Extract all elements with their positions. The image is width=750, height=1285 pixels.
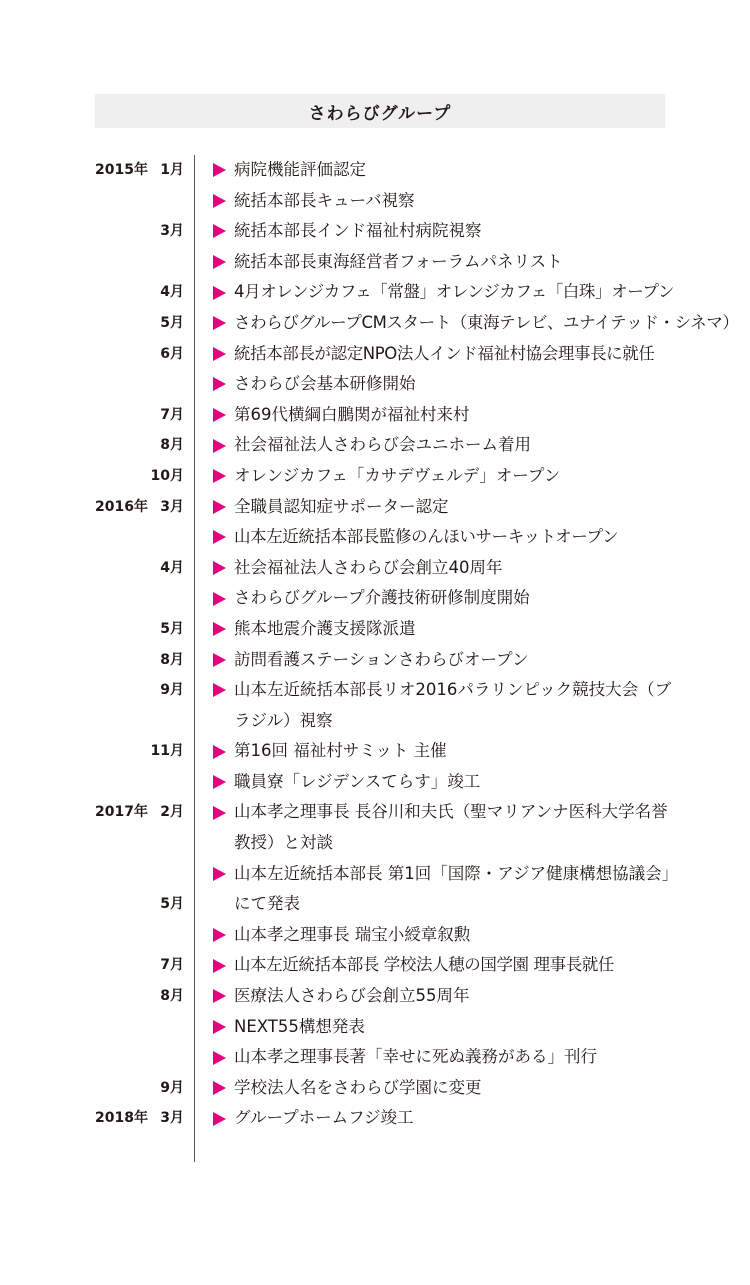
timeline-row: [0, 430, 750, 461]
timeline-row: [0, 1012, 750, 1043]
triangle-bullet-icon: [213, 561, 226, 575]
timeline-event: 社会福祉法人さわらび会創立40周年: [234, 557, 503, 577]
timeline-event: さわらび会基本研修開始: [234, 374, 416, 394]
triangle-bullet-icon: [213, 806, 226, 820]
triangle-bullet-icon: [213, 439, 226, 453]
timeline-row: [0, 277, 750, 308]
timeline-event: 熊本地震介護支援隊派遣: [234, 618, 416, 638]
timeline-row: [0, 859, 750, 920]
page-title: さわらびグループ: [308, 103, 452, 124]
timeline-row: [0, 767, 750, 798]
timeline-month: 9月: [160, 1079, 184, 1096]
timeline-row: [0, 369, 750, 400]
timeline-event: 第69代横綱白鵬関が福祉村来村: [234, 404, 470, 424]
triangle-bullet-icon: [213, 286, 226, 300]
triangle-bullet-icon: [213, 194, 226, 208]
timeline-row: [0, 645, 750, 676]
timeline-month: 4月: [160, 284, 184, 301]
timeline-event: 山本左近統括本部長 学校法人穂の国学園 理事長就任: [234, 955, 614, 975]
triangle-bullet-icon: [213, 1081, 226, 1095]
timeline-event: 山本左近統括本部長リオ2016パラリンピック競技大会（ブラジル）視察: [234, 680, 672, 730]
timeline-row: [0, 1042, 750, 1073]
triangle-bullet-icon: [213, 347, 226, 361]
timeline-month: 11月: [150, 743, 184, 760]
timeline-event: 統括本部長キューバ視察: [234, 190, 415, 210]
timeline-row: [0, 1103, 750, 1134]
triangle-bullet-icon: [213, 928, 226, 942]
timeline-month: 1月: [160, 162, 184, 178]
triangle-bullet-icon: [213, 1112, 226, 1126]
timeline-event: 山本孝之理事長 長谷川和夫氏（聖マリアンナ医科大学名誉教授）と対談: [234, 802, 668, 853]
triangle-bullet-icon: [213, 377, 226, 391]
timeline-month: 8月: [160, 651, 184, 668]
timeline-year: 2015年: [95, 162, 148, 178]
timeline-row: [0, 675, 750, 736]
timeline-row: [0, 1073, 750, 1104]
timeline-row: [0, 186, 750, 217]
timeline-month: 3月: [160, 1110, 184, 1127]
triangle-bullet-icon: [213, 653, 226, 667]
timeline-row: [0, 522, 750, 553]
timeline-month: 8月: [160, 988, 184, 1005]
triangle-bullet-icon: [213, 469, 226, 483]
timeline-row: [0, 247, 750, 278]
timeline-month: 8月: [160, 437, 184, 454]
timeline-event: さわらびグループCMスタート（東海テレビ、ユナイテッド・シネマ）: [234, 312, 739, 332]
timeline-month: 9月: [160, 682, 184, 699]
timeline-month: [140, 369, 184, 400]
timeline-row: [0, 155, 750, 186]
timeline-month: [140, 583, 184, 614]
timeline-row: [0, 981, 750, 1012]
timeline-event: 全職員認知症サポーター認定: [234, 496, 449, 516]
timeline-event: 医療法人さわらび会創立55周年: [234, 986, 470, 1006]
triangle-bullet-icon: [213, 622, 226, 636]
triangle-bullet-icon: [213, 683, 226, 697]
timeline-row: [0, 461, 750, 492]
triangle-bullet-icon: [213, 255, 226, 269]
timeline-event: 山本孝之理事長著「幸せに死ぬ義務がある」刊行: [234, 1047, 597, 1067]
timeline-row: [0, 400, 750, 431]
timeline-row: [0, 492, 750, 523]
timeline-month: 3月: [160, 223, 184, 240]
timeline-row: [0, 583, 750, 614]
timeline-row: [0, 797, 750, 858]
timeline-month: [140, 186, 184, 217]
triangle-bullet-icon: [213, 408, 226, 422]
timeline-month: 5月: [160, 620, 184, 637]
timeline-row: [0, 339, 750, 370]
timeline-month: [140, 1012, 184, 1043]
timeline-month: 4月: [160, 559, 184, 576]
timeline-month: [140, 522, 184, 553]
timeline-event: 統括本部長インド福祉村病院視察: [234, 221, 482, 241]
timeline-row: [0, 308, 750, 339]
timeline-event: 第16回 福祉村サミット 主催: [234, 741, 447, 761]
timeline-row: [0, 950, 750, 981]
timeline-month: 7月: [160, 406, 184, 423]
triangle-bullet-icon: [213, 745, 226, 759]
timeline-event: 統括本部長が認定NPO法人インド福祉村協会理事長に就任: [234, 343, 655, 363]
timeline-year: 2017年: [95, 804, 148, 821]
triangle-bullet-icon: [213, 867, 226, 881]
timeline-event: オレンジカフェ「カサデヴェルデ」オープン: [234, 465, 561, 485]
timeline-row: [0, 216, 750, 247]
timeline-month: 5月: [160, 896, 184, 913]
timeline-event: NEXT55構想発表: [234, 1016, 365, 1036]
triangle-bullet-icon: [213, 500, 226, 514]
timeline-month: 6月: [160, 345, 184, 362]
timeline-month: 3月: [160, 498, 184, 515]
timeline-event: 職員寮「レジデンスてらす」竣工: [234, 771, 481, 791]
timeline-event: 統括本部長東海経営者フォーラムパネリスト: [234, 251, 563, 271]
triangle-bullet-icon: [213, 592, 226, 606]
timeline-event: 訪問看護ステーションさわらびオープン: [234, 649, 529, 669]
timeline-event: 山本左近統括本部長監修のんほいサーキットオープン: [234, 527, 619, 547]
timeline-year: 2018年: [95, 1110, 148, 1127]
timeline-row: [0, 896, 750, 951]
timeline-event: さわらびグループ介護技術研修制度開始: [234, 588, 530, 608]
timeline-month: 7月: [160, 957, 184, 974]
timeline-month: 2月: [160, 804, 184, 821]
timeline-month: [140, 1042, 184, 1073]
timeline-month: [140, 859, 184, 890]
timeline-row: [0, 614, 750, 645]
triangle-bullet-icon: [213, 959, 226, 973]
triangle-bullet-icon: [213, 775, 226, 789]
timeline-event: 学校法人名をさわらび学園に変更: [234, 1077, 482, 1097]
timeline-event: グループホームフジ竣工: [234, 1108, 414, 1128]
timeline-event: 山本左近統括本部長 第1回「国際・アジア健康構想協議会」にて発表: [234, 863, 670, 914]
triangle-bullet-icon: [213, 224, 226, 238]
triangle-bullet-icon: [213, 1020, 226, 1034]
timeline-event: 社会福祉法人さわらび会ユニホーム着用: [234, 435, 531, 455]
timeline-year: [95, 920, 150, 951]
page-header: [95, 94, 665, 128]
timeline-row: [0, 553, 750, 584]
triangle-bullet-icon: [213, 989, 226, 1003]
timeline-event: 山本孝之理事長 瑞宝小綬章叙勲: [234, 924, 471, 944]
triangle-bullet-icon: [213, 163, 226, 177]
triangle-bullet-icon: [213, 1051, 226, 1065]
timeline-month: [140, 247, 184, 278]
triangle-bullet-icon: [213, 530, 226, 544]
timeline-row: [0, 736, 750, 767]
triangle-bullet-icon: [213, 316, 226, 330]
timeline-event: 4月オレンジカフェ「常盤」オレンジカフェ「白珠」オープン: [234, 282, 675, 302]
timeline-month: 5月: [160, 314, 184, 331]
timeline-month: 10月: [150, 467, 184, 484]
timeline-year: 2016年: [95, 498, 148, 515]
timeline: [0, 155, 750, 1134]
timeline-month: [140, 767, 184, 798]
timeline-event: 病院機能評価認定: [234, 160, 366, 179]
